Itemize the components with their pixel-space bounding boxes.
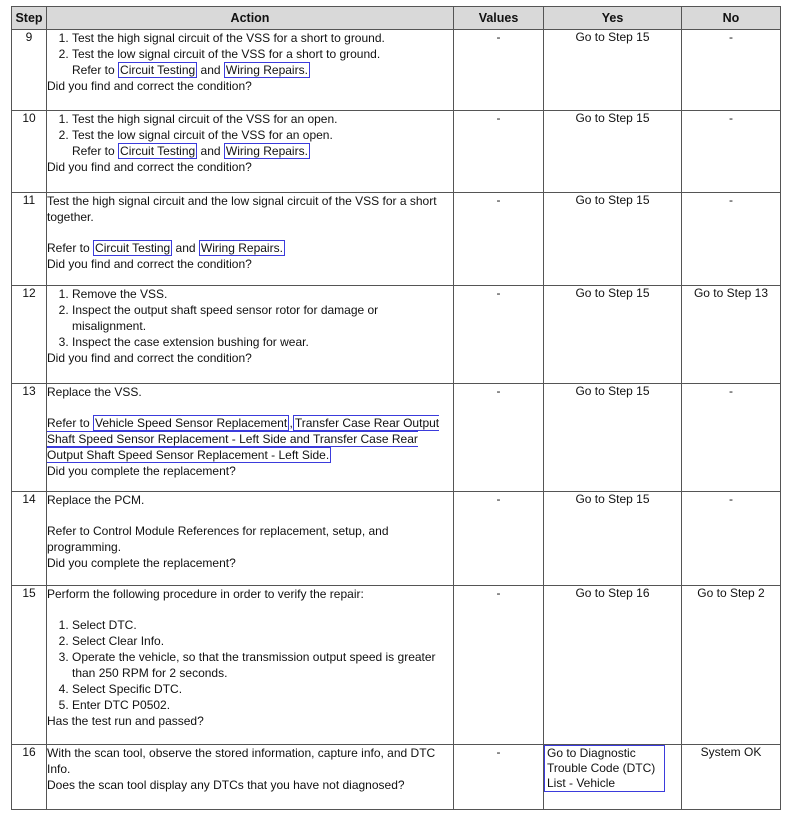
list-item: 2. Test the low signal circuit of the VSS for an open. Refer to Circuit Testing and Wiring Repairs. <box>72 127 453 159</box>
transfer-case-sensor-replacement-link[interactable]: Transfer Case Rear Output Shaft Speed Sensor Replacement - Left Side and Transfer Case Rear Output Shaft Speed Sensor Replacement - Left Side. <box>47 416 440 462</box>
table-row <box>12 111 781 193</box>
yes-cell: Go to Step 15 <box>544 193 682 286</box>
list-item: 2. Inspect the output shaft speed sensor rotor for damage or misalignment. <box>72 302 453 334</box>
action-text: Refer to Control Module References for replacement, setup, and programming. <box>47 524 389 554</box>
values-cell: - <box>454 30 544 111</box>
no-cell: System OK <box>682 745 781 810</box>
values-cell: - <box>454 492 544 586</box>
step-number: 12 <box>12 286 47 384</box>
wiring-repairs-link[interactable]: Wiring Repairs. <box>225 144 308 158</box>
refer-line: Refer to Circuit Testing and Wiring Repairs. <box>47 241 283 255</box>
step-number: 15 <box>12 586 47 745</box>
no-cell: - <box>682 193 781 286</box>
list-item: 5. Enter DTC P0502. <box>72 697 453 713</box>
list-item: 2. Select Clear Info. <box>72 633 453 649</box>
refer-line: Refer to Vehicle Speed Sensor Replacement , Transfer Case Rear Output Shaft Speed Sensor Replacement - Left Side and Transfer Case Rear Output Shaft Speed Sensor Replacement - Left Side. <box>47 416 440 462</box>
yes-cell: Go to Step 15 <box>544 492 682 586</box>
no-cell: Go to Step 2 <box>682 586 781 745</box>
step-number: 10 <box>12 111 47 193</box>
table-row <box>12 586 781 745</box>
step-number: 13 <box>12 384 47 492</box>
action-question: Did you find and correct the condition? <box>47 160 252 174</box>
step-number: 9 <box>12 30 47 111</box>
circuit-testing-link[interactable]: Circuit Testing <box>120 63 196 77</box>
values-cell: - <box>454 745 544 810</box>
wiring-repairs-link[interactable]: Wiring Repairs. <box>200 241 283 255</box>
action-cell <box>47 492 454 586</box>
circuit-testing-link[interactable]: Circuit Testing <box>120 144 196 158</box>
yes-cell: Go to Step 15 <box>544 30 682 111</box>
yes-cell <box>544 745 682 810</box>
action-text: Replace the VSS. <box>47 385 142 399</box>
no-cell: - <box>682 111 781 193</box>
table-row <box>12 30 781 111</box>
header-row <box>12 7 781 30</box>
action-cell <box>47 111 454 193</box>
action-question: Did you complete the replacement? <box>47 464 236 478</box>
table-row <box>12 193 781 286</box>
table-row <box>12 384 781 492</box>
action-cell <box>47 30 454 111</box>
yes-cell: Go to Step 15 <box>544 384 682 492</box>
no-cell: - <box>682 492 781 586</box>
action-list <box>47 286 453 350</box>
table-row <box>12 492 781 586</box>
no-cell: - <box>682 30 781 111</box>
action-cell <box>47 384 454 492</box>
table-row <box>12 286 781 384</box>
header-step: Step <box>12 7 47 30</box>
list-item: 1. Test the high signal circuit of the VSS for an open. <box>72 111 453 127</box>
step-number: 16 <box>12 745 47 810</box>
circuit-testing-link[interactable]: Circuit Testing <box>95 241 171 255</box>
action-question: Did you find and correct the condition? <box>47 257 252 271</box>
dtc-list-link[interactable]: Go to Diagnostic Trouble Code (DTC) List - Vehicle <box>544 745 665 792</box>
yes-cell: Go to Step 15 <box>544 111 682 193</box>
action-cell <box>47 286 454 384</box>
action-text: Perform the following procedure in order to verify the repair: <box>47 587 364 601</box>
list-item: 1. Test the high signal circuit of the VSS for a short to ground. <box>72 30 453 46</box>
action-question: Did you find and correct the condition? <box>47 351 252 365</box>
values-cell: - <box>454 286 544 384</box>
list-item: 3. Inspect the case extension bushing for wear. <box>72 334 453 350</box>
step-number: 14 <box>12 492 47 586</box>
list-item: 4. Select Specific DTC. <box>72 681 453 697</box>
values-cell: - <box>454 384 544 492</box>
header-action: Action <box>47 7 454 30</box>
list-item: 1. Remove the VSS. <box>72 286 453 302</box>
list-item: 1. Select DTC. <box>72 617 453 633</box>
table-row <box>12 745 781 810</box>
action-text: Replace the PCM. <box>47 493 145 507</box>
diagnostic-table <box>11 6 781 810</box>
values-cell: - <box>454 193 544 286</box>
list-item: 2. Test the low signal circuit of the VSS for a short to ground. Refer to Circuit Testing and Wiring Repairs. <box>72 46 453 78</box>
no-cell: - <box>682 384 781 492</box>
values-cell: - <box>454 586 544 745</box>
vss-replacement-link[interactable]: Vehicle Speed Sensor Replacement <box>95 416 288 430</box>
action-list <box>47 30 453 78</box>
action-cell <box>47 745 454 810</box>
yes-cell: Go to Step 16 <box>544 586 682 745</box>
action-text: With the scan tool, observe the stored information, capture info, and DTC Info. <box>47 746 436 776</box>
action-cell <box>47 193 454 286</box>
action-question: Does the scan tool display any DTCs that you have not diagnosed? <box>47 778 405 792</box>
no-cell: Go to Step 13 <box>682 286 781 384</box>
yes-cell: Go to Step 15 <box>544 286 682 384</box>
values-cell: - <box>454 111 544 193</box>
action-cell <box>47 586 454 745</box>
action-question: Has the test run and passed? <box>47 714 204 728</box>
action-list <box>47 111 453 159</box>
action-text: Test the high signal circuit and the low signal circuit of the VSS for a short together. <box>47 194 437 224</box>
list-item: 3. Operate the vehicle, so that the transmission output speed is greater than 250 RPM for 2 seconds. <box>72 649 453 681</box>
step-number: 11 <box>12 193 47 286</box>
action-question: Did you complete the replacement? <box>47 556 236 570</box>
wiring-repairs-link[interactable]: Wiring Repairs. <box>225 63 308 77</box>
header-values: Values <box>454 7 544 30</box>
action-question: Did you find and correct the condition? <box>47 79 252 93</box>
action-list <box>47 617 453 713</box>
header-no: No <box>682 7 781 30</box>
header-yes: Yes <box>544 7 682 30</box>
